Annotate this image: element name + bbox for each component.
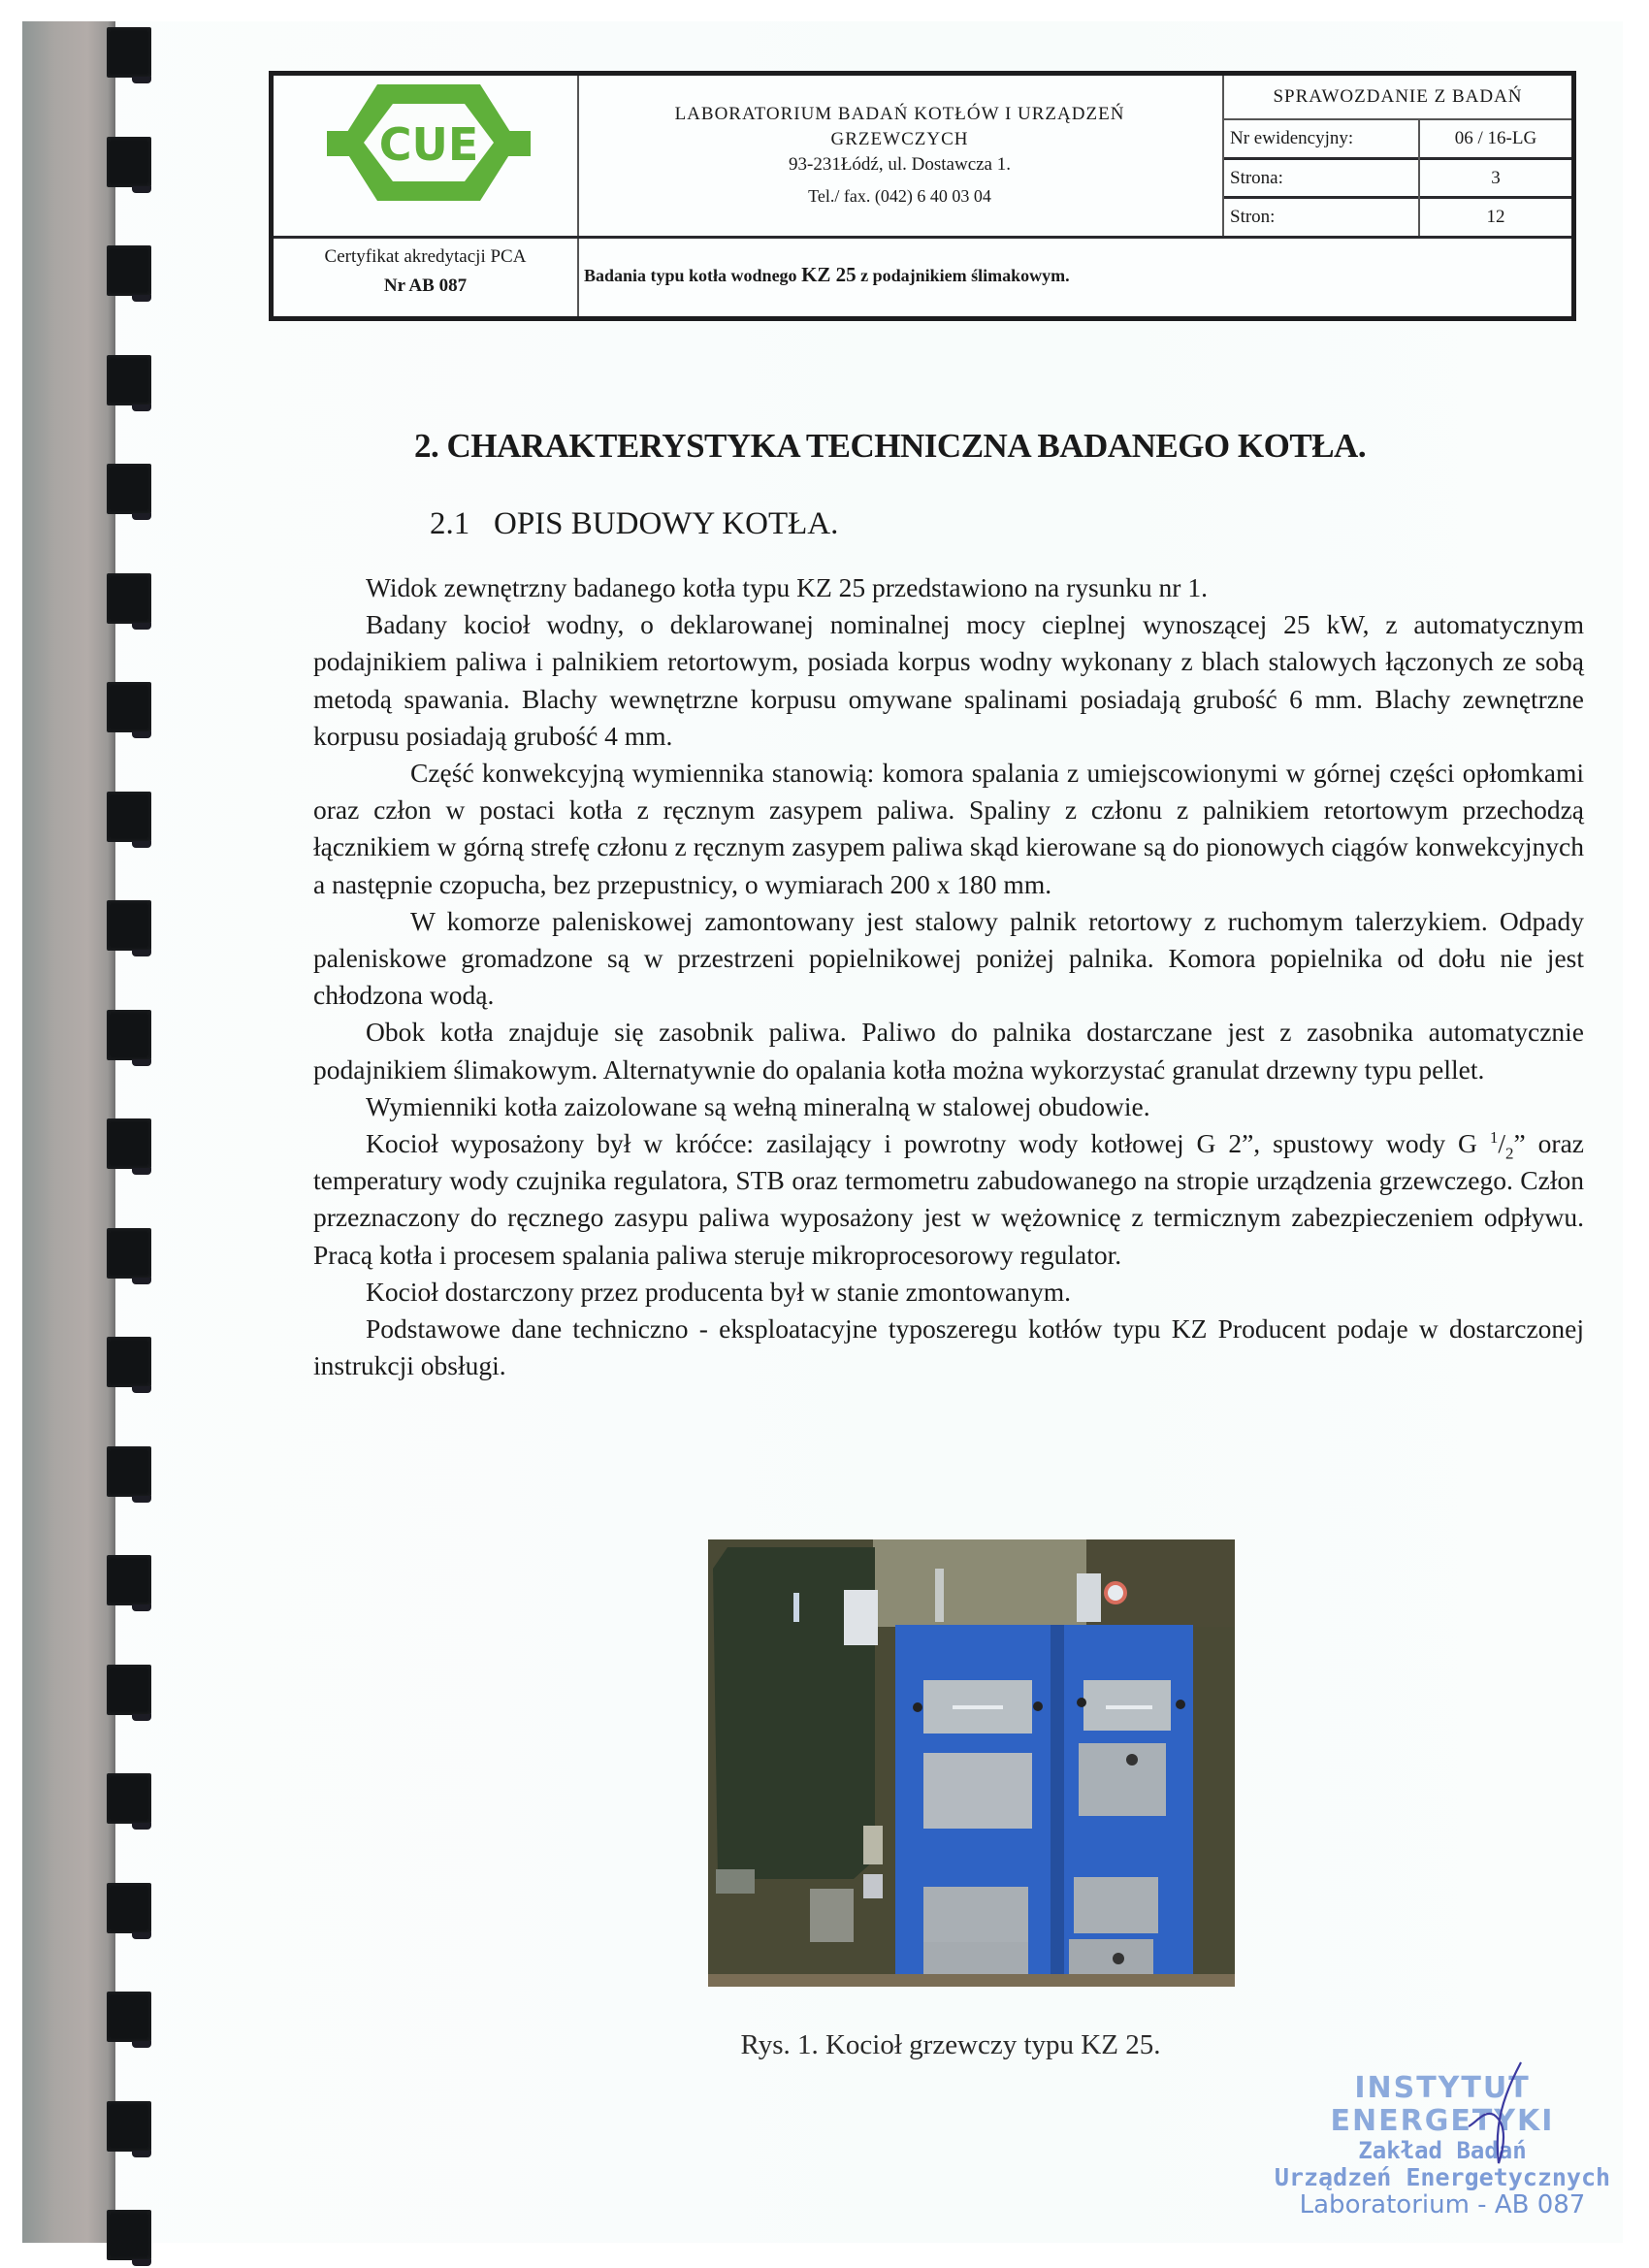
subject-suffix: z podajnikiem ślimakowym.	[856, 266, 1070, 285]
institute-stamp	[1244, 2072, 1641, 2219]
subsection-heading	[430, 506, 838, 542]
binding-tooth	[107, 2101, 151, 2152]
binding-strip	[22, 21, 115, 2243]
binding-tooth	[107, 1665, 151, 1715]
stamp-line: Urządzeń Energetycznych	[1274, 2163, 1611, 2191]
section-heading: 2. CHARAKTERYSTYKA TECHNICZNA BADANEGO KOTŁA.	[414, 427, 1367, 465]
report-row-value: 06 / 16-LG	[1454, 128, 1537, 148]
report-header-table	[269, 71, 1576, 321]
logo-text: CUE	[378, 118, 479, 171]
binding-tooth	[107, 27, 151, 78]
lab-name-line1: LABORATORIUM BADAŃ KOTŁÓW I URZĄDZEŃ	[674, 104, 1125, 124]
paragraph-part: ” oraz temperatury wody czujnika regulatora, STB oraz termometru zabudowanego na stropie urządzenia grzewczego. Człon przeznaczony do ręcznego zasypu paliwa wyposażony jest w wężownicę z termicznym zabezpieczeniem odpływu. Pracą kotła i procesem spalania paliwa steruje mikroprocesorowy regulator.	[313, 1128, 1584, 1270]
fraction-denominator: 2	[1505, 1144, 1514, 1163]
binding-tooth	[107, 137, 151, 187]
binding-tooth	[107, 1118, 151, 1169]
report-row-label: Strona:	[1230, 168, 1283, 188]
report-row-total-pages	[1224, 198, 1571, 237]
binding-tooth	[107, 1773, 151, 1824]
binding-tooth	[107, 1992, 151, 2042]
paragraph: Badany kocioł wodny, o deklarowanej nominalnej mocy cieplnej wynoszącej 25 kW, z automatycznym podajnikiem paliwa i palnikiem retortowym, posiada korpus wodny wykonany z blach stalowych łączonych ze sobą metodą spawania. Blachy wewnętrzne korpusu omywane spalinami posiadają grubość 6 mm. Blachy zewnętrzne korpusu posiadają grubość 4 mm.	[313, 609, 1584, 751]
binding-tooth	[107, 1883, 151, 1933]
report-row-value: 3	[1491, 168, 1501, 188]
paragraph: Część konwekcyjną wymiennika stanowią: komora spalania z umiejscowionymi w górnej części opłomkami oraz człon w postaci kotła z ręcznym zasypem paliwa. Spaliny z członu z palnikiem retortowym przechodzą łącznikiem w górną strefę członu z ręcznym zasypem paliwa skąd kierowane są do pionowych ciągów konwekcyjnych a następnie czopucha, bez przepustnicy, o wymiarach 200 x 180 mm.	[313, 758, 1584, 899]
body-text	[313, 569, 1584, 1384]
binding-tooth	[107, 355, 151, 405]
binding-tooth	[107, 1446, 151, 1497]
paragraph: Obok kotła znajduje się zasobnik paliwa. Paliwo do palnika dostarczane jest z zasobnika automatycznie podajnikiem ślimakowym. Alternatywnie do opalania kotła można wykorzystać granulat drzewny typu pellet.	[313, 1017, 1584, 1085]
cue-logo-icon	[327, 81, 531, 207]
fraction-numerator: 1	[1489, 1127, 1499, 1147]
paragraph: Kocioł wyposażony był w króćce: zasilający i powrotny wody kotłowej G 2”, spustowy wody G $^1/_2$” oraz temperatury wody czujnika regulatora, STB oraz termometru zabudowanego na stropie urządzenia grzewczego. Człon przeznaczony do ręcznego zasypu paliwa wyposażony jest w wężownicę z termicznym zabezpieczeniem odpływu. Pracą kotła i procesem spalania paliwa steruje mikroprocesorowy regulator.	[313, 1127, 1584, 1270]
stamp-line: INSTYTUT ENERGETYKI	[1330, 2071, 1555, 2138]
binding-tooth	[107, 1555, 151, 1605]
report-row-value: 12	[1486, 207, 1505, 227]
binding-tooth	[107, 792, 151, 842]
certificate-number: Nr AB 087	[383, 275, 468, 296]
binding-tooth	[107, 900, 151, 951]
lab-phone: Tel./ fax. (042) 6 40 03 04	[808, 186, 991, 206]
paragraph: W komorze paleniskowej zamontowany jest stalowy palnik retortowy z ruchomym talerzykiem. Odpady paleniskowe gromadzone są w przestrzeni popielnikowej poniżej palnika. Komora popielnika od dołu nie jest chłodzona wodą.	[313, 905, 1584, 1011]
stamp-line: Laboratorium - AB 087	[1299, 2190, 1586, 2219]
binding-tooth	[107, 573, 151, 624]
binding-tooth	[107, 1228, 151, 1279]
figure-caption: Rys. 1. Kocioł grzewczy typu KZ 25.	[740, 2029, 1161, 2060]
binding-tooth	[107, 245, 151, 296]
report-row-label: Stron:	[1230, 207, 1276, 227]
logo-cell	[274, 76, 577, 236]
boiler-photo	[708, 1539, 1235, 1987]
subsection-heading-text: 2.1 OPIS BUDOWY KOTŁA.	[430, 506, 839, 541]
report-row-label: Nr ewidencyjny:	[1230, 128, 1354, 148]
report-subject	[584, 255, 1496, 294]
binding-tooth	[107, 1337, 151, 1387]
report-title: SPRAWOZDANIE Z BADAŃ	[1273, 86, 1523, 107]
report-row-registry-number	[1224, 119, 1571, 158]
paragraph: Widok zewnętrzny badanego kotła typu KZ 25 przedstawiono na rysunku nr 1.	[366, 572, 1208, 602]
certificate-label: Certyfikat akredytacji PCA	[324, 246, 527, 267]
report-row-page	[1224, 159, 1571, 198]
lab-name-line2: GRZEWCZYCH	[830, 129, 969, 149]
laboratory-info	[577, 76, 1222, 236]
binding-tooth	[107, 464, 151, 514]
certificate-cell	[274, 241, 577, 318]
stamp-line: Zakład Badań	[1358, 2137, 1527, 2164]
subject-model: KZ 25	[801, 263, 857, 286]
subject-prefix: Badania typu kotła wodnego	[584, 266, 802, 285]
paragraph: Podstawowe dane techniczno - eksploatacyjne typoszeregu kotłów typu KZ Producent podaje w dostarczonej instrukcji obsługi.	[313, 1313, 1584, 1381]
lab-address: 93-231Łódź, ul. Dostawcza 1.	[789, 154, 1011, 175]
binding-tooth	[107, 2210, 151, 2260]
binding-tooth	[107, 682, 151, 732]
paragraph: Wymienniki kotła zaizolowane są wełną mineralną w stalowej obudowie.	[366, 1090, 1150, 1121]
paragraph-part: Kocioł wyposażony był w króćce: zasilający i powrotny wody kotłowej G 2”, spustowy wody G	[366, 1128, 1490, 1159]
paragraph: Kocioł dostarczony przez producenta był w stanie zmontowanym.	[366, 1276, 1071, 1307]
signature-icon	[1465, 2057, 1542, 2173]
binding-tooth	[107, 1010, 151, 1060]
boiler-photo-image	[708, 1539, 1235, 1987]
